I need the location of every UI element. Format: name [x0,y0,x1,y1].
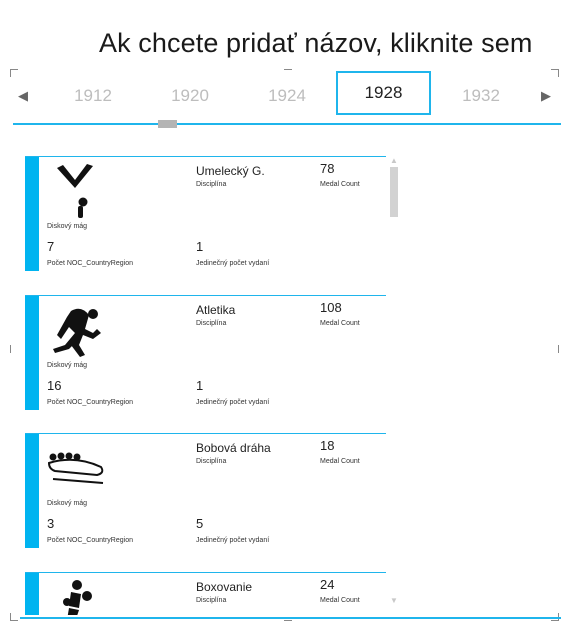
editions-value: 1 [196,239,204,254]
page-title[interactable]: Ak chcete pridať názov, kliknite sem [99,28,533,58]
scroll-up-icon[interactable]: ▲ [390,156,398,165]
medal-count-value: 24 [320,577,335,592]
resize-handle-bottom[interactable] [284,620,292,621]
sport-label: Disciplína [196,181,227,188]
card-item[interactable] [25,433,386,548]
noc-count-value: 3 [47,516,55,531]
noc-count-label: Počet NOC_CountryRegion [47,260,133,267]
timeline-scroll-handle[interactable] [158,120,177,128]
editions-value: 1 [196,378,204,393]
noc-count-value: 16 [47,378,62,393]
resize-handle-left[interactable] [10,345,11,353]
medal-count-label: Medal Count [320,320,360,327]
medal-count-label: Medal Count [320,181,360,188]
bottom-divider [20,617,561,619]
card-accent-bar [25,434,39,548]
scrollbar-thumb[interactable] [390,167,398,217]
medal-count-value: 78 [320,161,335,176]
resize-handle-right[interactable] [558,345,559,353]
bobsleigh-icon [45,437,109,499]
sport-label: Disciplína [196,320,227,327]
timeline-year[interactable]: 1932 [462,86,500,105]
frame-corner-top-right [551,69,559,77]
timeline-year-selected[interactable]: 1928 [336,71,431,115]
chevron-left-icon[interactable]: ◀ [18,88,28,103]
sport-value: Umelecký G. [196,164,265,178]
card-accent-bar [25,296,39,410]
card-accent-bar [25,573,39,615]
gymnastics-icon [45,160,109,222]
editions-value: 5 [196,516,204,531]
athletics-icon [45,299,109,361]
boxing-icon [45,576,109,615]
editions-label: Jedinečný počet vydaní [196,399,270,406]
medal-count-value: 18 [320,438,335,453]
timeline-track [13,123,561,125]
scroll-down-icon[interactable]: ▼ [390,596,398,605]
timeline-year[interactable]: 1924 [268,86,306,105]
noc-count-label: Počet NOC_CountryRegion [47,399,133,406]
sport-label: Disciplína [196,458,227,465]
medal-count-label: Medal Count [320,597,360,604]
medal-count-value: 108 [320,300,342,315]
sport-value: Bobová dráha [196,441,271,455]
card-accent-bar [25,157,39,271]
frame-corner-top-left [10,69,18,77]
medal-count-label: Medal Count [320,458,360,465]
editions-label: Jedinečný počet vydaní [196,260,270,267]
timeline-year[interactable]: 1920 [171,86,209,105]
sport-label: Disciplína [196,597,227,604]
image-label: Diskový mág [47,362,88,369]
sport-value: Boxovanie [196,580,253,594]
chevron-right-icon[interactable]: ▶ [541,88,551,103]
frame-corner-bottom-left [10,613,18,621]
card-item[interactable] [25,156,386,271]
resize-handle-top[interactable] [284,69,292,70]
noc-count-value: 7 [47,239,55,254]
timeline-year[interactable]: 1912 [74,86,112,105]
image-label: Diskový mág [47,500,88,507]
card-item[interactable] [25,572,386,615]
sport-value: Atletika [196,303,236,317]
card-item[interactable] [25,295,386,410]
image-label: Diskový mág [47,223,88,230]
noc-count-label: Počet NOC_CountryRegion [47,537,133,544]
editions-label: Jedinečný počet vydaní [196,537,270,544]
